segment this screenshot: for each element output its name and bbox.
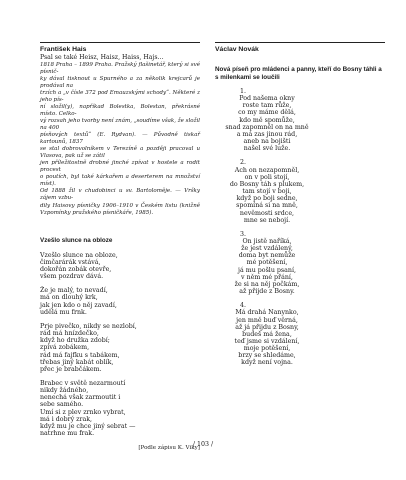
bio-line: se stal dobrovolníkem v Terezíně a později pracoval u Vlasova, pak už se zátil xyxy=(40,146,200,160)
verse-line: Že je malý, to nevadí, xyxy=(40,287,108,295)
bio-line: jen příležitostně drobné jinché zpívat v hostele a rodit procest xyxy=(40,160,200,174)
verse-line: zpívá zobákem, xyxy=(40,344,90,352)
verse-line: že jest vzdálený, xyxy=(241,245,293,253)
bio-line: dily Haisovy písničky 1906–1910 v Českém listu (knižně Vzpomínky pražského písničkáře, 1985). xyxy=(40,202,200,216)
verse-line: třebas jiný kabát oblík, xyxy=(40,358,114,366)
verse-line: roste tam růže, xyxy=(242,102,292,110)
verse-line: rád má hnízdečko, xyxy=(40,330,99,338)
stanza xyxy=(40,252,200,281)
verse-line: nevěmosti srdce, xyxy=(239,209,295,217)
stanza-number: 1. xyxy=(239,88,246,95)
bio-line: Od 1888 žil v chudobinci u sv. Bartoloměje. — Vršky zájem vzbu- xyxy=(40,188,200,202)
author-name-novak: Václav Novák xyxy=(215,46,259,53)
verse-line: našel své luže. xyxy=(243,145,291,153)
verse-line: udělá mu frnk. xyxy=(40,308,87,316)
verse-line: dokořán zobák otevře, xyxy=(40,265,112,273)
verse-line: že si na něj počkám, xyxy=(234,280,300,288)
verse-line: snad zapomněl on na mně xyxy=(225,123,309,131)
bio-line: o poutích, byl také kárkařem a deserterem na množství míst). xyxy=(40,174,200,188)
bio-line: 1818 Praha – 1899 Praha. Pražský flašinetář, který si své písnič- xyxy=(40,61,200,75)
verse-line: aneb na bojišti xyxy=(243,138,291,146)
verse-line: tam stojí v boji, xyxy=(242,188,292,196)
verse-line: moje potěšení, xyxy=(243,345,291,353)
stanza xyxy=(40,323,200,373)
verse-line: v něm mé přání, xyxy=(241,273,293,281)
verse-line: přec je brabčákem. xyxy=(40,365,102,373)
verse-line: jen mně buď věrná, xyxy=(236,316,298,324)
author-name-hais: František Hais xyxy=(40,46,87,53)
bio-line: vý rozsah jeho tvorby není znám, „soudíme však, že složil na 400 xyxy=(40,117,200,132)
verse-line: když po boji sedne, xyxy=(236,195,298,203)
stanza xyxy=(215,88,385,152)
left-column xyxy=(40,42,200,452)
stanza xyxy=(215,159,385,223)
stanza-number: 4. xyxy=(239,302,246,310)
page-number: / 103 / xyxy=(192,441,214,448)
stanza xyxy=(40,380,200,437)
verse-line: natrhne mu frak. xyxy=(40,430,95,438)
verse-line: Brabec v světě nezarmoutí xyxy=(40,379,126,387)
stanza-number: 2. xyxy=(239,159,246,167)
poem-title-left: Vzešlo slunce na obloze xyxy=(40,236,113,244)
verse-line: spomíná si na mně, xyxy=(236,202,298,210)
verse-line: má i dobrý zrak, xyxy=(40,415,93,423)
author-aliases: Psal se také Heisz, Haisz, Haiss, Hajs… xyxy=(40,54,164,61)
verse-line: co my máme dělá, xyxy=(238,109,296,117)
bio-line: ky dával tisknout u Spurného a za několik krejcarů je prodával na xyxy=(40,75,200,89)
verse-line: když není vojna. xyxy=(241,359,293,367)
verse-line: On jistě naříká, xyxy=(242,237,292,245)
right-column xyxy=(215,42,385,374)
verse-line: budeš má žena, xyxy=(242,330,292,338)
verse-line: do Bosny táh s plukem, xyxy=(229,180,305,188)
verse-line: Pod našema okny xyxy=(239,95,295,103)
verse-line: sebe samého. xyxy=(40,401,84,409)
verse-line: až přijde z Bosny. xyxy=(239,288,295,296)
source-note: [Podle zápisu K. Viky] xyxy=(138,445,200,452)
verse-line: já mu pošlu psaní, xyxy=(238,266,296,274)
verse-line: rád má fajfku s tabákem, xyxy=(40,351,120,359)
verse-line: mé potěšení, xyxy=(246,259,288,267)
poem-title-right: Nová píseň pro mládenci a panny, kteří do Bosny táhli a s milenkami se loučili xyxy=(215,66,382,81)
verse-line: nenechá však zarmoutit i xyxy=(40,394,121,402)
right-rule xyxy=(215,42,385,43)
verse-line: jak jen kdo o něj zavadí, xyxy=(40,301,117,309)
stanza xyxy=(40,287,200,316)
bio-line: ní složil(y), napříkad Bolestka, Bolestan, překrásné místo. Celko- xyxy=(40,103,200,117)
verse-line: Umí si z plev zrnko vybrat, xyxy=(40,408,126,416)
poem-body-left xyxy=(40,252,200,438)
verse-line: teď jsme si vzdálení, xyxy=(234,338,300,345)
verse-line: má on dlouhý krk, xyxy=(40,294,98,302)
verse-line: kdo mě spomůže, xyxy=(239,116,295,124)
verse-line: Má drahá Nanynko, xyxy=(235,309,299,317)
verse-line: mne se nebojí. xyxy=(243,216,291,224)
verse-line: brzy se shledáme, xyxy=(238,352,296,360)
verse-line: a má zas jinou rád, xyxy=(236,130,298,138)
verse-line: když mu je chce jiný sebrat — xyxy=(40,422,136,430)
verse-line: doma byt nemůže xyxy=(238,252,296,260)
left-rule xyxy=(40,42,200,43)
stanza xyxy=(215,231,385,295)
verse-line: Ach on nezapomněl, xyxy=(234,166,300,174)
verse-line: když ho družka zdobí; xyxy=(40,337,110,345)
verse-line: až já přijdu z Bosny, xyxy=(235,323,299,331)
bio-line: písňových textů“ (E. Rydvan). — Původně tiskař kartounů, 1837 xyxy=(40,132,200,146)
verse-line: Prje pivečko, nikdy se nezlobí, xyxy=(40,322,137,330)
verse-line: Vzešlo slunce na obloze, xyxy=(40,251,118,259)
verse-line: čimčarárák vstává, xyxy=(40,258,101,266)
author-bio xyxy=(40,62,200,217)
stanza xyxy=(215,302,385,366)
verse-line: on v poli stojí, xyxy=(244,173,290,181)
verse-line: všem pozdrav dává. xyxy=(40,273,104,281)
stanza-number: 3. xyxy=(239,230,246,238)
verse-line: nikdy žádného, xyxy=(40,387,89,395)
poem-body-right xyxy=(215,88,385,367)
bio-line: trzích a „v čísle 372 pod Emauzskými schody“. Některé z jeho pís- xyxy=(40,89,200,103)
